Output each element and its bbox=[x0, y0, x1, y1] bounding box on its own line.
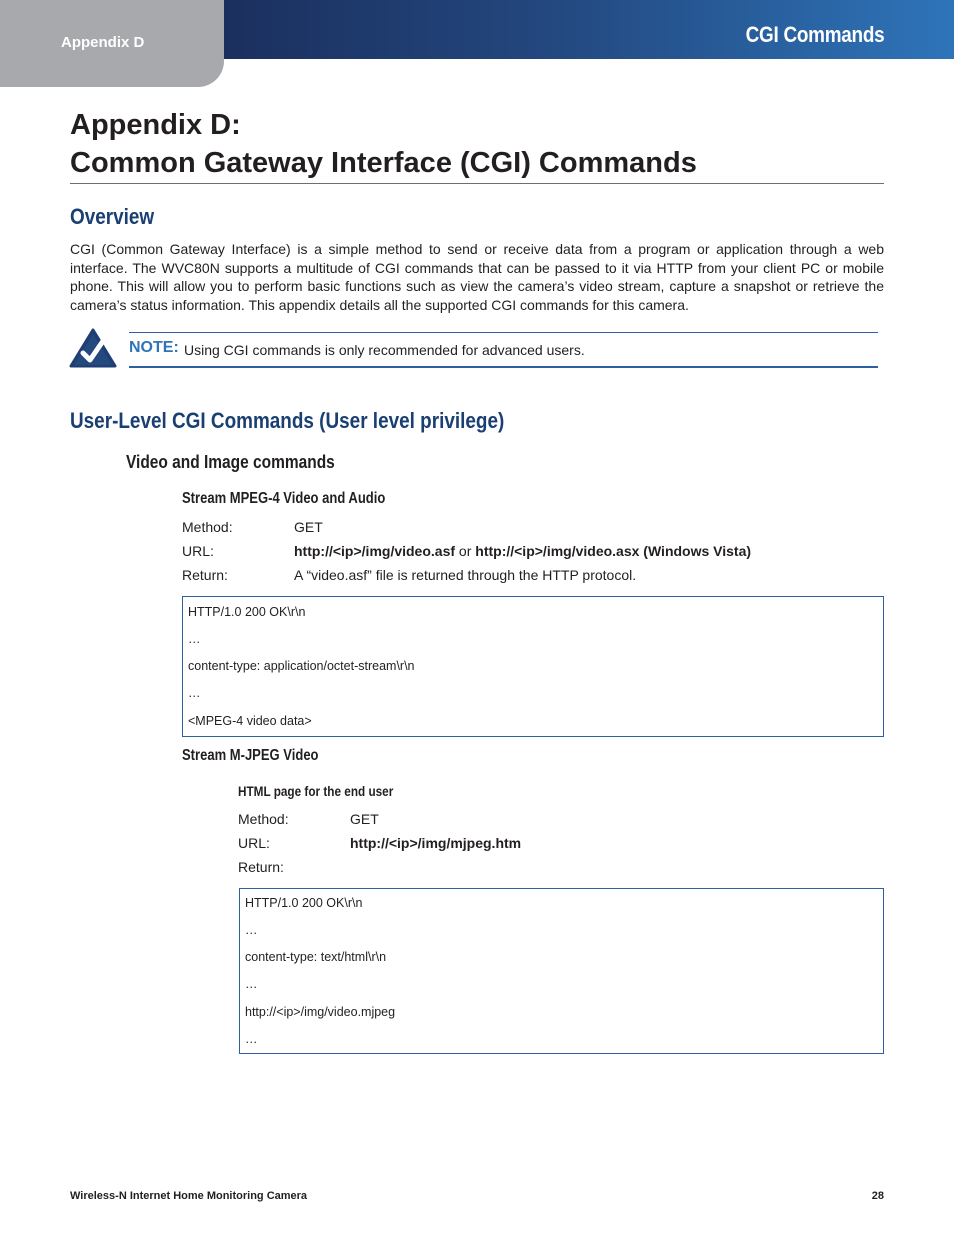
mpeg4-url-or: or bbox=[455, 543, 476, 559]
mjpeg-heading: Stream M-JPEG Video bbox=[182, 747, 319, 764]
code-line: content-type: application/octet-stream\r\n bbox=[188, 659, 415, 673]
overview-paragraph: CGI (Common Gateway Interface) is a simple method to send or receive data from a program or application through a web interface. The WVC80N supports a multitude of CGI commands that can be passed to it via HTTP from your client PC or mobile phone. This will allow you to perform basic functions such as view the camera’s video stream, capture a snapshot or retrieve the camera’s status information. This appendix details all the supported CGI commands for this camera. bbox=[70, 241, 884, 313]
mjpeg-method-value: GET bbox=[350, 811, 379, 827]
note-text: Using CGI commands is only recommended for advanced users. bbox=[184, 342, 585, 358]
code-line: HTTP/1.0 200 OK\r\n bbox=[245, 896, 363, 910]
section-tab bbox=[0, 0, 224, 87]
header-band bbox=[224, 0, 954, 59]
mpeg4-response-box bbox=[182, 596, 884, 737]
mpeg4-method-label: Method: bbox=[182, 519, 233, 535]
mjpeg-subheading: HTML page for the end user bbox=[238, 783, 394, 799]
page-title-line1: Appendix D: bbox=[70, 109, 241, 141]
note-label: NOTE: bbox=[129, 339, 179, 356]
mjpeg-url-label: URL: bbox=[238, 835, 270, 851]
code-line: … bbox=[188, 632, 201, 646]
mjpeg-method-label: Method: bbox=[238, 811, 289, 827]
code-line: http://<ip>/img/video.mjpeg bbox=[245, 1005, 396, 1019]
overview-heading: Overview bbox=[70, 204, 155, 229]
mpeg4-url-label: URL: bbox=[182, 543, 214, 559]
mjpeg-url: http://<ip>/img/mjpeg.htm bbox=[350, 835, 522, 851]
page-title bbox=[70, 106, 884, 184]
mpeg4-method-value: GET bbox=[294, 519, 323, 535]
code-line: HTTP/1.0 200 OK\r\n bbox=[188, 605, 306, 619]
mpeg4-return-label: Return: bbox=[182, 567, 228, 583]
page-number: 28 bbox=[871, 1190, 884, 1202]
page-title-line2: Common Gateway Interface (CGI) Commands bbox=[70, 147, 697, 179]
mpeg4-heading: Stream MPEG-4 Video and Audio bbox=[182, 490, 386, 507]
video-image-heading: Video and Image commands bbox=[126, 452, 335, 472]
mpeg4-url-asf: http://<ip>/img/video.asf bbox=[294, 543, 456, 559]
code-line: … bbox=[188, 686, 201, 700]
code-line: content-type: text/html\r\n bbox=[245, 950, 387, 964]
chapter-title: CGI Commands bbox=[745, 22, 884, 47]
code-line: … bbox=[245, 977, 258, 991]
mjpeg-response-box bbox=[239, 888, 884, 1054]
mjpeg-url-value bbox=[350, 835, 521, 851]
user-level-heading: User-Level CGI Commands (User level privilege) bbox=[70, 408, 505, 433]
mjpeg-return-label: Return: bbox=[238, 859, 284, 875]
code-line: … bbox=[245, 1032, 258, 1046]
code-line: … bbox=[245, 923, 258, 937]
mpeg4-return-value: A “video.asf” file is returned through the HTTP protocol. bbox=[294, 567, 637, 583]
mpeg4-url-asx: http://<ip>/img/video.asx (Windows Vista) bbox=[475, 543, 752, 559]
mpeg4-url-value bbox=[294, 543, 751, 559]
footer-product: Wireless-N Internet Home Monitoring Camera bbox=[70, 1190, 308, 1202]
checkmark-icon bbox=[69, 328, 117, 368]
code-line: <MPEG-4 video data> bbox=[188, 714, 312, 728]
note-callout bbox=[129, 332, 878, 368]
section-tab-label: Appendix D bbox=[61, 34, 145, 51]
